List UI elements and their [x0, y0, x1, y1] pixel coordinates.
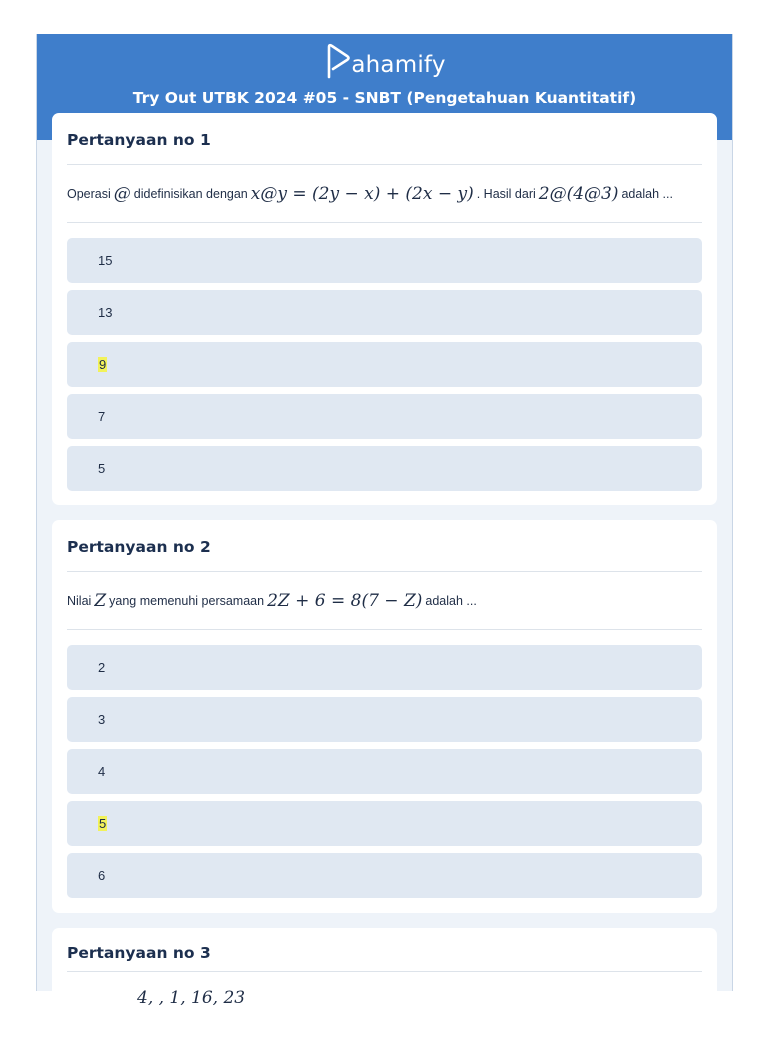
option-label: 15: [98, 253, 113, 268]
option-label: 4: [98, 764, 106, 779]
math-expression: 2@(4@3): [538, 183, 619, 204]
logo-play-icon: [323, 43, 353, 81]
option-label: 9: [99, 357, 107, 372]
question-card-3: [52, 928, 717, 1048]
question-text-part: adalah ...: [425, 593, 477, 608]
answer-option[interactable]: [67, 749, 702, 794]
question-title: Pertanyaan no 2: [67, 520, 702, 572]
question-title: Pertanyaan no 3: [67, 928, 702, 972]
option-label: 5: [99, 816, 107, 831]
question-text-part: Operasi: [67, 186, 111, 201]
option-label: 5: [98, 461, 106, 476]
question-text-part: adalah ...: [621, 186, 673, 201]
page-title: Try Out UTBK 2024 #05 - SNBT (Pengetahuan Kuantitatif): [132, 89, 637, 107]
answer-option[interactable]: [67, 645, 702, 690]
question-text-part: yang memenuhi persamaan: [109, 593, 265, 608]
math-expression: Z: [94, 590, 107, 611]
math-expression: 2Z + 6 = 8(7 − Z): [267, 590, 423, 611]
answer-option[interactable]: [67, 853, 702, 898]
question-card-2: [52, 520, 717, 913]
question-text-partial: 4, , 1, 16, 23: [137, 988, 246, 1008]
question-text-part: Nilai: [67, 593, 92, 608]
answer-options: [67, 630, 702, 898]
question-title: Pertanyaan no 1: [67, 113, 702, 165]
question-text: [67, 572, 702, 630]
question-card-1: [52, 113, 717, 505]
option-label: 7: [98, 409, 106, 424]
answer-option-highlighted[interactable]: [67, 801, 702, 846]
question-text-part: didefinisikan dengan: [133, 186, 248, 201]
option-label: 13: [98, 305, 113, 320]
answer-option-highlighted[interactable]: [67, 342, 702, 387]
answer-options: [67, 223, 702, 491]
option-label: 6: [98, 868, 106, 883]
math-expression: @: [113, 183, 131, 204]
question-text-part: . Hasil dari: [476, 186, 536, 201]
answer-option[interactable]: [67, 394, 702, 439]
answer-option[interactable]: [67, 290, 702, 335]
logo[interactable]: [37, 42, 732, 82]
logo-text: ahamify: [351, 52, 446, 78]
answer-option[interactable]: [67, 238, 702, 283]
answer-option[interactable]: [67, 697, 702, 742]
question-text: [67, 165, 702, 223]
option-label: 3: [98, 712, 106, 727]
option-label: 2: [98, 660, 106, 675]
answer-option[interactable]: [67, 446, 702, 491]
page-frame: [36, 34, 733, 1008]
math-expression: x@y = (2y − x) + (2x − y): [250, 183, 474, 204]
